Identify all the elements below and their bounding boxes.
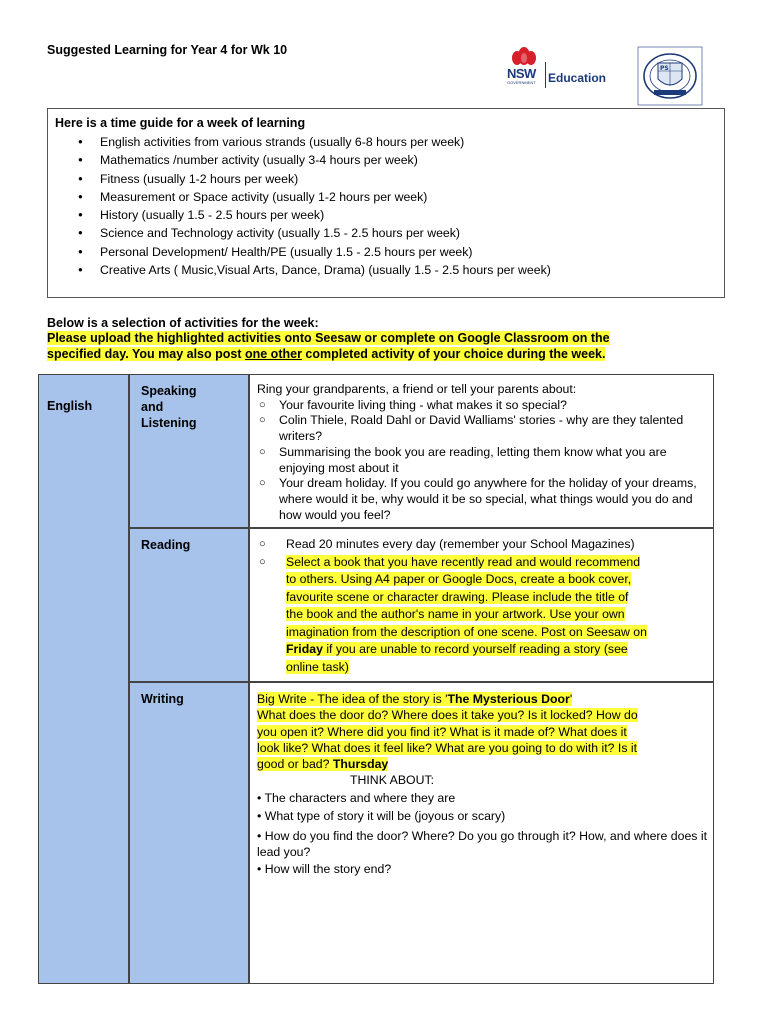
task-text: good or bad? — [257, 757, 333, 772]
speaking-intro: Ring your grandparents, a friend or tell your parents about: — [257, 382, 577, 396]
task-text: imagination from the description of one scene. Post on Seesaw on — [286, 624, 647, 639]
list-item: ○ Colin Thiele, Roald Dahl or David Walliams' stories - why are they talented writers? — [257, 413, 707, 444]
task-text: you open it? Where did you find it? What is it made of? What does it — [257, 724, 627, 739]
strand-label-writing: Writing — [141, 692, 184, 706]
strand-cell-speaking — [129, 374, 249, 528]
list-item: • How will the story end? — [257, 861, 392, 876]
list-item: • The characters and where they are — [257, 790, 456, 805]
nsw-logo-text: NSW — [507, 66, 536, 81]
time-guide-heading: Here is a time guide for a week of learning — [55, 116, 306, 130]
subject-cell — [38, 374, 129, 984]
logo-divider — [545, 62, 546, 88]
list-item: • How do you find the door? Where? Do you go through it? How, and where does it lead you? — [257, 828, 707, 859]
due-day-thursday: Thursday — [332, 757, 389, 772]
list-item: ○ Read 20 minutes every day (remember your School Magazines) — [257, 536, 707, 554]
activities-table — [38, 374, 714, 984]
strand-cell-writing — [129, 682, 249, 984]
list-item: ○ Your dream holiday. If you could go anywhere for the holiday of your dreams, where would it be, why would it be so special, what things would you do and how would you feel? — [257, 476, 707, 523]
education-text: Education — [548, 71, 607, 85]
instruction-underlined-text: one other — [244, 347, 302, 361]
reading-activity-cell — [249, 528, 714, 682]
selection-heading: Below is a selection of activities for the week: — [47, 316, 319, 330]
list-item: • What type of story it will be (joyous or scary) — [257, 809, 506, 824]
reading-task-list — [257, 536, 707, 676]
writing-bullet-list — [257, 789, 707, 879]
list-item: ● History (usually 1.5 - 2.5 hours per week) — [78, 206, 551, 224]
writing-activity-cell — [249, 682, 714, 984]
list-item: ● Mathematics /number activity (usually 3-4 hours per week) — [78, 151, 551, 169]
task-text: What does the door do? Where does it take you? Is it locked? How do — [257, 708, 638, 723]
upload-instruction-line-2 — [47, 347, 605, 361]
task-text: Select a book that you have recently read and would recommend — [286, 554, 641, 569]
speaking-activity-cell — [249, 374, 714, 528]
task-text: Big Write - The idea of the story is ' — [257, 692, 448, 706]
speaking-topic-list — [257, 398, 707, 524]
page-title: Suggested Learning for Year 4 for Wk 10 — [47, 43, 288, 57]
upload-instruction-line-1: Please upload the highlighted activities onto Seesaw or complete on Google Classroom on the — [47, 331, 610, 345]
due-day-friday: Friday — [286, 642, 323, 656]
task-text: online task) — [286, 659, 349, 674]
story-title: The Mysterious Door — [447, 692, 570, 706]
list-item: ● Personal Development/ Health/PE (usually 1.5 - 2.5 hours per week) — [78, 243, 551, 261]
task-text: look like? What does it feel like? What are you going to do with it? Is it — [257, 740, 638, 755]
time-guide-box — [47, 108, 725, 298]
school-crest-text: PS — [660, 65, 669, 72]
list-item: ● Science and Technology activity (usually 1.5 - 2.5 hours per week) — [78, 224, 551, 242]
instruction-text: completed activity of your choice during the week. — [301, 347, 606, 361]
strand-label-reading: Reading — [141, 538, 191, 552]
nsw-logo-subtext: GOVERNMENT — [507, 80, 536, 85]
task-text: if you are unable to record yourself reading a story (see — [322, 642, 628, 656]
list-item: ● Measurement or Space activity (usually 1-2 hours per week) — [78, 188, 551, 206]
writing-prompt — [257, 691, 707, 772]
think-about-heading: THINK ABOUT: — [350, 773, 435, 788]
list-item: ● Creative Arts ( Music,Visual Arts, Dance, Drama) (usually 1.5 - 2.5 hours per week) — [78, 261, 551, 279]
list-item: ● Fitness (usually 1-2 hours per week) — [78, 170, 551, 188]
task-text: ' — [569, 692, 573, 706]
list-item: ○ Summarising the book you are reading, letting them know what you are enjoying most about it — [257, 445, 707, 476]
subject-label: English — [47, 399, 93, 413]
strand-label-speaking: Speaking and Listening — [141, 384, 197, 430]
nsw-education-logo — [505, 46, 617, 90]
task-text: the book and the author's name in your artwork. Use your own — [286, 607, 625, 621]
reading-highlighted-task — [257, 554, 707, 677]
instruction-text: specified day. You may also post — [47, 347, 245, 361]
time-guide-list — [78, 133, 551, 279]
strand-cell-reading — [129, 528, 249, 682]
list-item: ● English activities from various strands (usually 6-8 hours per week) — [78, 133, 551, 151]
task-text: to others. Using A4 paper or Google Docs, create a book cover, — [286, 572, 632, 586]
school-crest-icon — [636, 46, 704, 106]
list-item: ○ Your favourite living thing - what makes it so special? — [257, 398, 707, 414]
waratah-icon — [509, 46, 539, 66]
task-text: favourite scene or character drawing. Please include the title of — [286, 589, 629, 604]
